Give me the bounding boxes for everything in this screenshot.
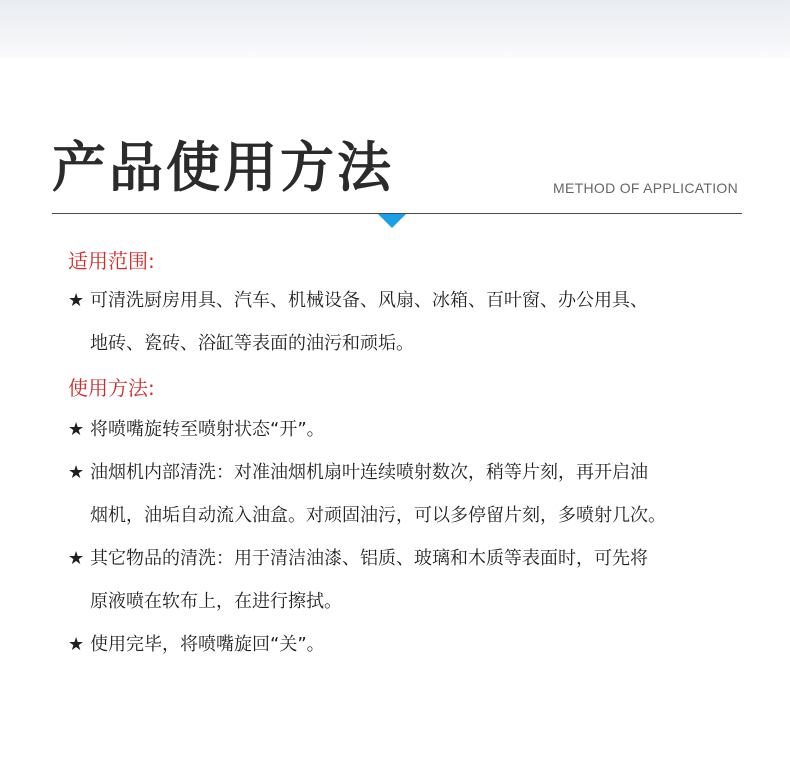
usage-text: 将喷嘴旋转至喷射状态“开”。 — [90, 419, 325, 440]
star-bullet-icon: ★ — [68, 634, 85, 655]
usage-text: 其它物品的清洗：用于清洁油漆、铝质、玻璃和木质等表面时，可先将 — [90, 548, 648, 569]
star-bullet-icon: ★ — [68, 419, 85, 440]
scope-line — [68, 289, 648, 313]
usage-text: 油烟机内部清洗：对准油烟机扇叶连续喷射数次，稍等片刻，再开启油 — [90, 462, 648, 483]
page-title: 产品使用方法 — [52, 136, 394, 199]
page-subtitle: METHOD OF APPLICATION — [553, 180, 738, 196]
scope-line-continued: 地砖、瓷砖、浴缸等表面的油污和顽垢。 — [90, 333, 414, 354]
scope-heading: 适用范围: — [68, 249, 155, 273]
usage-text: 使用完毕，将喷嘴旋回“关”。 — [90, 634, 325, 655]
star-bullet-icon: ★ — [68, 548, 85, 569]
usage-item — [68, 461, 648, 485]
usage-item — [68, 547, 648, 571]
star-bullet-icon: ★ — [68, 290, 85, 311]
top-banner — [0, 0, 790, 58]
triangle-marker-icon — [378, 214, 406, 228]
usage-text-continued: 原液喷在软布上，在进行擦拭。 — [90, 591, 342, 612]
usage-item — [68, 418, 325, 442]
usage-text-continued: 烟机，油垢自动流入油盒。对顽固油污，可以多停留片刻，多喷射几次。 — [90, 505, 666, 526]
scope-text: 可清洗厨房用具、汽车、机械设备、风扇、冰箱、百叶窗、办公用具、 — [90, 290, 648, 311]
usage-item — [68, 633, 325, 657]
usage-heading: 使用方法: — [68, 376, 155, 400]
star-bullet-icon: ★ — [68, 462, 85, 483]
